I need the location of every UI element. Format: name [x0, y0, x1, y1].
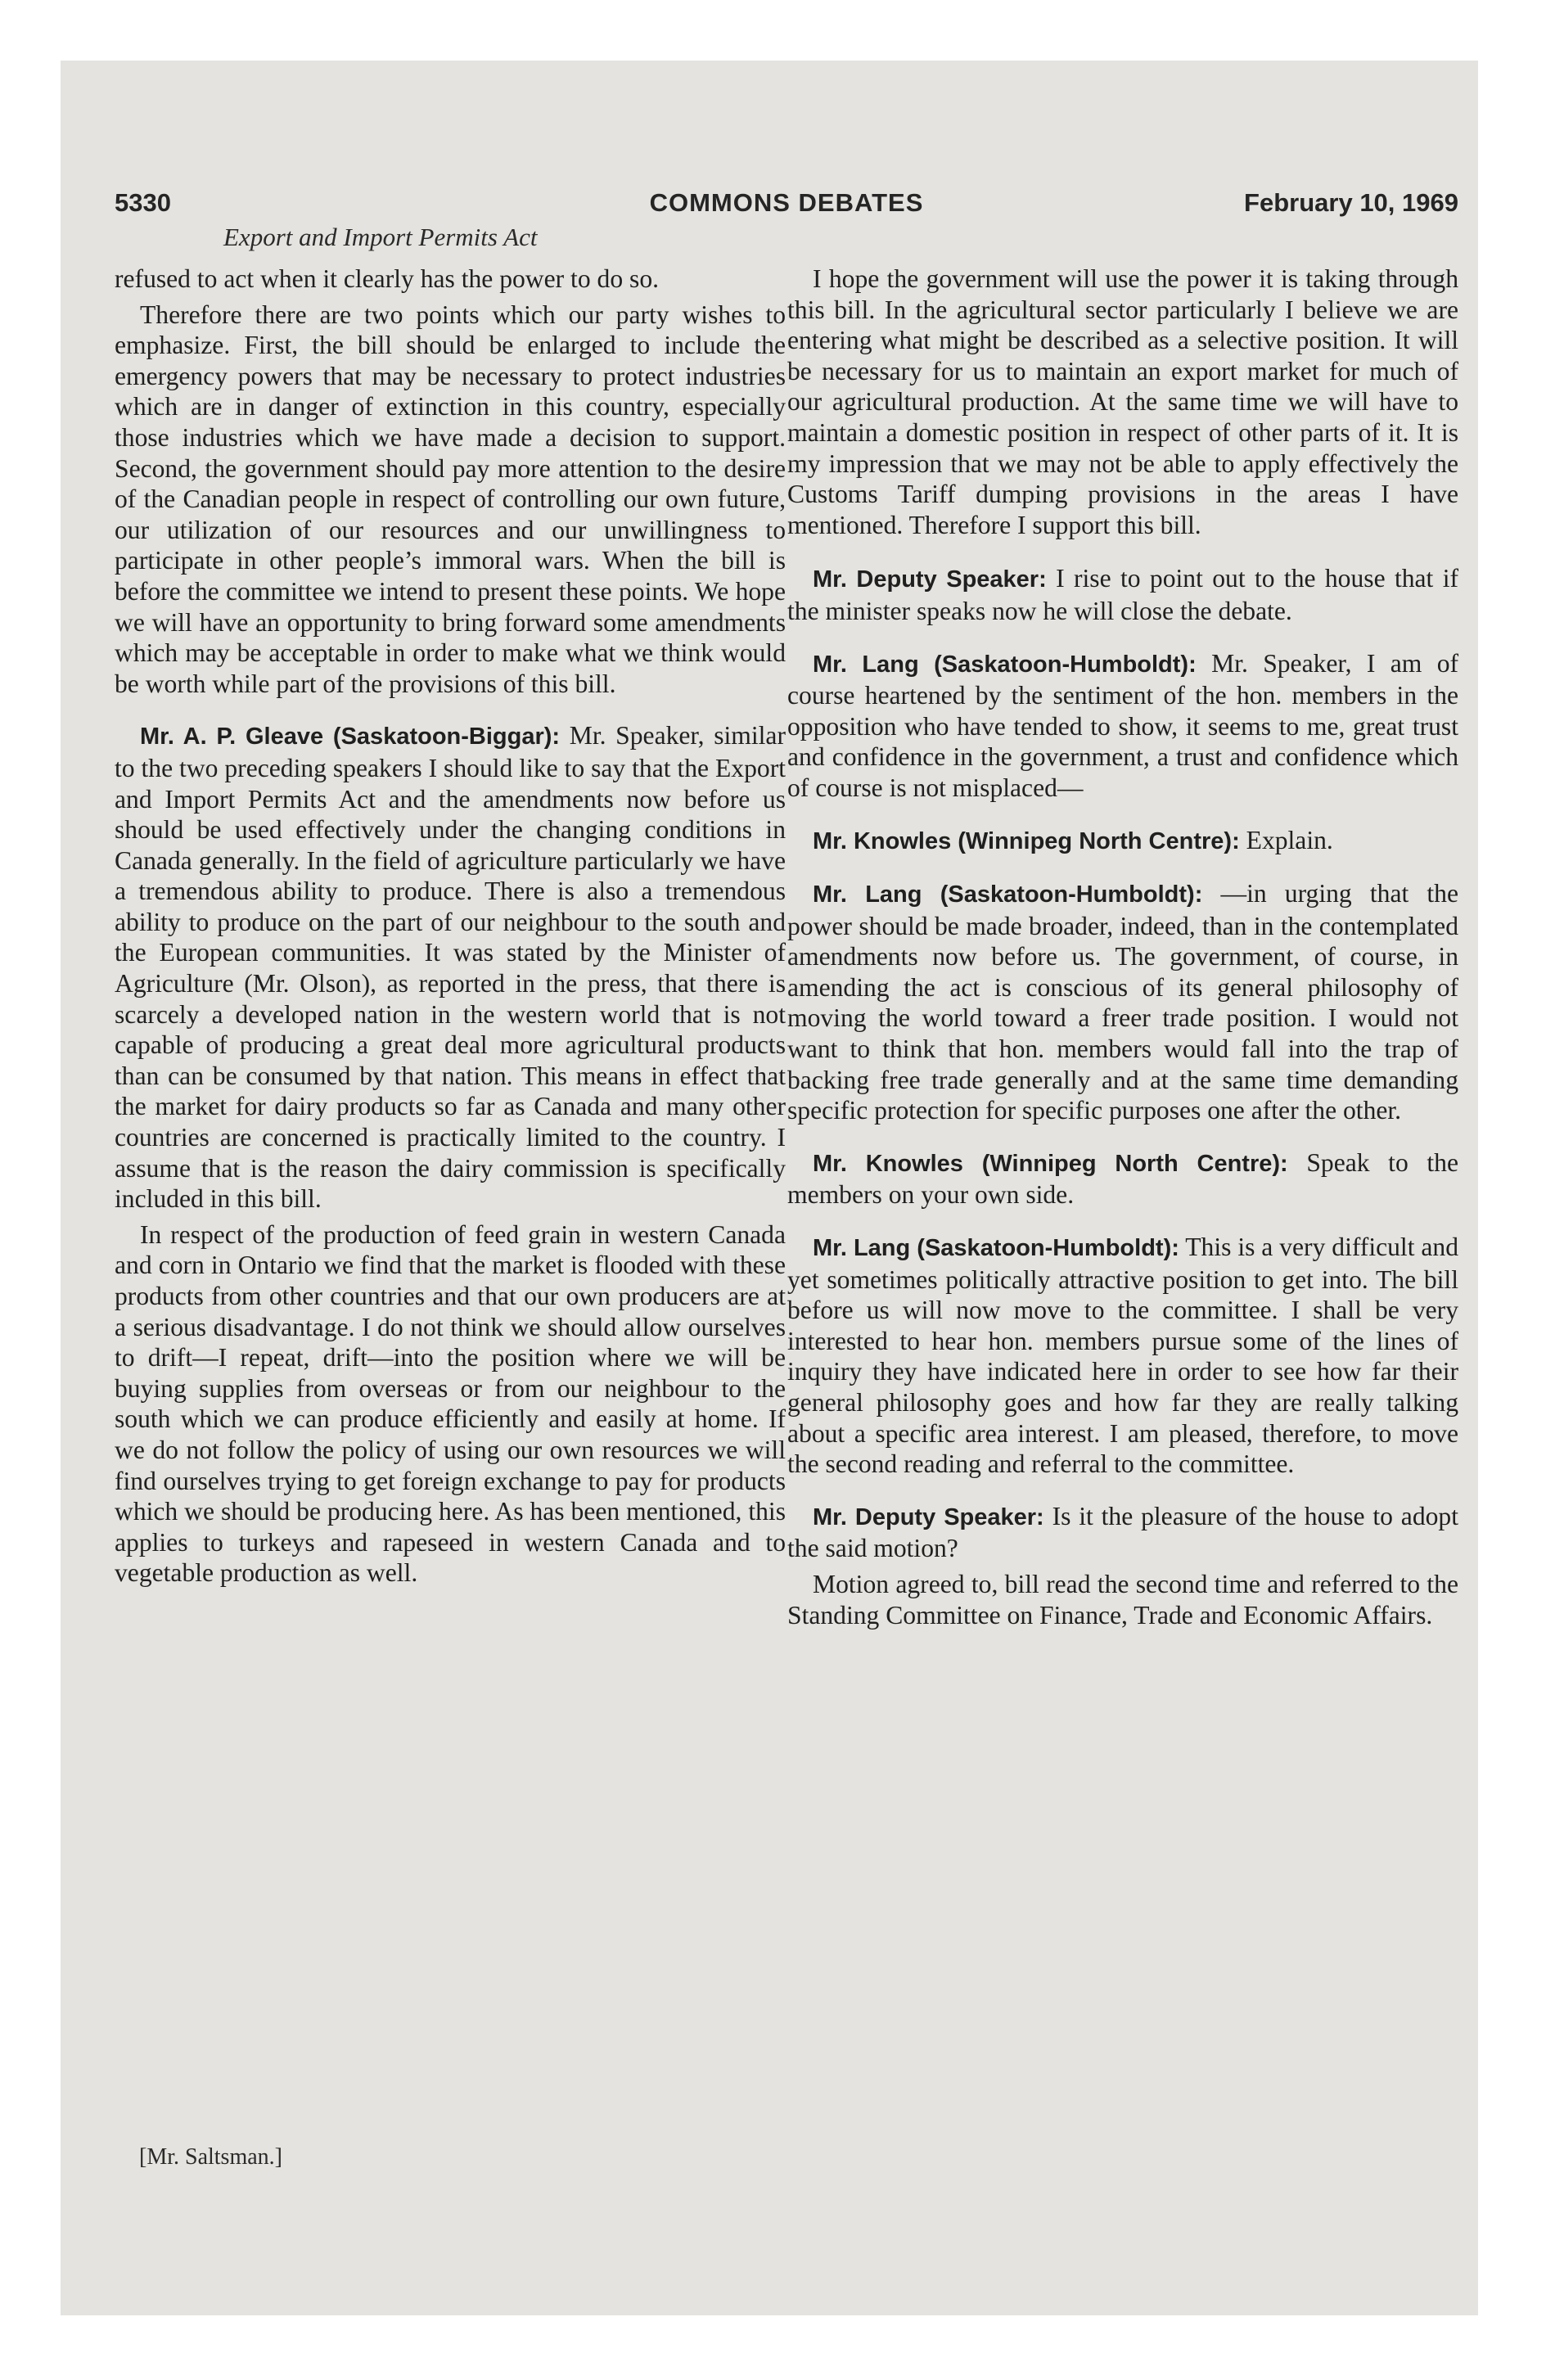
paragraph-text: Speak to the members on your own side.: [787, 1147, 1458, 1210]
paragraph-text: Mr. Speaker, I am of course heartened by the sentiment of the hon. members in the opposition who have tended to show, it seems to me, great trust and confidence in the government, a trust and confidence which of course is not misplaced—: [787, 648, 1459, 802]
speech-paragraph: [787, 1147, 1458, 1210]
speaker-name: Mr. Knowles (Winnipeg North Centre):: [813, 1150, 1288, 1177]
issue-date: February 10, 1969: [1244, 188, 1458, 217]
speaker-name: Mr. Lang (Saskatoon-Humboldt):: [813, 651, 1197, 678]
speech-paragraph: [787, 1232, 1458, 1480]
speech-paragraph: [787, 563, 1458, 626]
paragraph: [115, 264, 786, 295]
paragraph-text: In respect of the production of feed grain in western Canada and corn in Ontario we find that the market is flooded with these products from other countries and that our own producers are at a serious disadvantage. I do not think we should allow ourselves to drift—I repeat, drift—into the position where we will be buying supplies from overseas or from our neighbour to the south which we can produce efficiently and easily at home. If we do not follow the policy of using our own resources we will find ourselves trying to get foreign exchange to pay for products which we should be producing here. As has been mentioned, this applies to turkeys and rapeseed in western Canada and to vegetable production as well.: [115, 1219, 786, 1588]
speaker-name: Mr. A. P. Gleave (Saskatoon-Biggar):: [140, 723, 561, 751]
paragraph: [787, 264, 1458, 540]
speech-paragraph: [787, 648, 1458, 804]
paragraph-text: This is a very difficult and yet sometimes politically attractive position to get into. The bill before us will now move to the committee. I shall be very interested to hear hon. members pursue some of the lines of inquiry they have indicated here in order to see how far their general philosophy goes and how far they are really talking about a specific area interest. I am pleased, therefore, to move the second reading and referral to the committee.: [787, 1233, 1459, 1479]
left-column: [115, 264, 786, 1593]
speech-paragraph: [787, 825, 1458, 858]
paragraph-text: I rise to point out to the house that if the minister speaks now he will close the debate.: [787, 564, 1458, 625]
speech-paragraph: [787, 1501, 1458, 1564]
speech-paragraph: [787, 878, 1458, 1126]
speech-paragraph: [115, 720, 786, 1215]
paragraph: [787, 1569, 1458, 1630]
paragraph: [115, 300, 786, 700]
page-number: 5330: [115, 188, 171, 217]
paragraph: [115, 1219, 786, 1589]
paragraph-text: Mr. Speaker, similar to the two preceding speakers I should like to say that the Export and Import Permits Act and the amendments now before us should be used effectively under the changing conditions in Canada generally. In the field of agriculture particularly we have a tremendous ability to produce. There is also a tremendous ability to produce on the part of our neighbour to the south and the European communities. It was stated by the Minister of Agriculture (Mr. Olson), as reported in the press, that there is scarcely a developed nation in the western world that is not capable of producing a great deal more agricultural products than can be consumed by that nation. This means in effect that the market for dairy products so far as Canada and many other countries are concerned is practically limited to the country. I assume that is the reason the dairy commission is specifically included in this bill.: [115, 721, 786, 1214]
journal-title: COMMONS DEBATES: [649, 188, 924, 217]
paragraph-text: —in urging that the power should be made broader, indeed, than in the contemplated amendments now before us. The government, of course, in amending the act is conscious of its general philosophy of moving the world toward a freer trade position. I would not want to think that hon. members would fall into the trap of backing free trade generally and at the same time demanding specific protection for specific purposes one after the other.: [787, 879, 1458, 1125]
paragraph-text: Is it the pleasure of the house to adopt the said motion?: [787, 1501, 1458, 1563]
speaker-name: Mr. Deputy Speaker:: [813, 566, 1047, 593]
paragraph-text: Therefore there are two points which our party wishes to emphasize. First, the bill should be enlarged to include the emergency powers that may be necessary to protect industries which are in danger of extinction in this country, especially those industries which we have made a decision to support. Second, the government should pay more attention to the desire of the Canadian people in respect of controlling our own future, our utilization of our resources and our unwillingness to participate in other people’s immoral wars. When the bill is before the committee we intend to present these points. We hope we will have an opportunity to bring forward some amendments which may be acceptable in order to make what we think would be worth while part of the provisions of this bill.: [115, 300, 786, 698]
speaker-reference: [Mr. Saltsman.]: [139, 2144, 282, 2170]
paragraph-text: refused to act when it clearly has the power to do so.: [115, 264, 660, 293]
speaker-name: Mr. Lang (Saskatoon-Humboldt):: [813, 1235, 1179, 1262]
right-column: [787, 264, 1458, 1635]
paragraph-text: Motion agreed to, bill read the second time and referred to the Standing Committee on Finance, Trade and Economic Affairs.: [787, 1569, 1458, 1629]
paragraph-text: Explain.: [1246, 825, 1333, 854]
running-subheading: Export and Import Permits Act: [223, 223, 538, 251]
speaker-name: Mr. Deputy Speaker:: [813, 1503, 1044, 1530]
speaker-name: Mr. Lang (Saskatoon-Humboldt):: [813, 881, 1203, 908]
speaker-name: Mr. Knowles (Winnipeg North Centre):: [813, 827, 1240, 854]
paragraph-text: I hope the government will use the power it is taking through this bill. In the agricultural sector particularly I believe we are entering what might be described as a selective position. It will be necessary for us to maintain an export market for much of our agricultural production. At the same time we will have to maintain a domestic position in respect of other parts of it. It is my impression that we may not be able to apply effectively the Customs Tariff dumping provisions in the areas I have mentioned. Therefore I support this bill.: [787, 264, 1458, 539]
